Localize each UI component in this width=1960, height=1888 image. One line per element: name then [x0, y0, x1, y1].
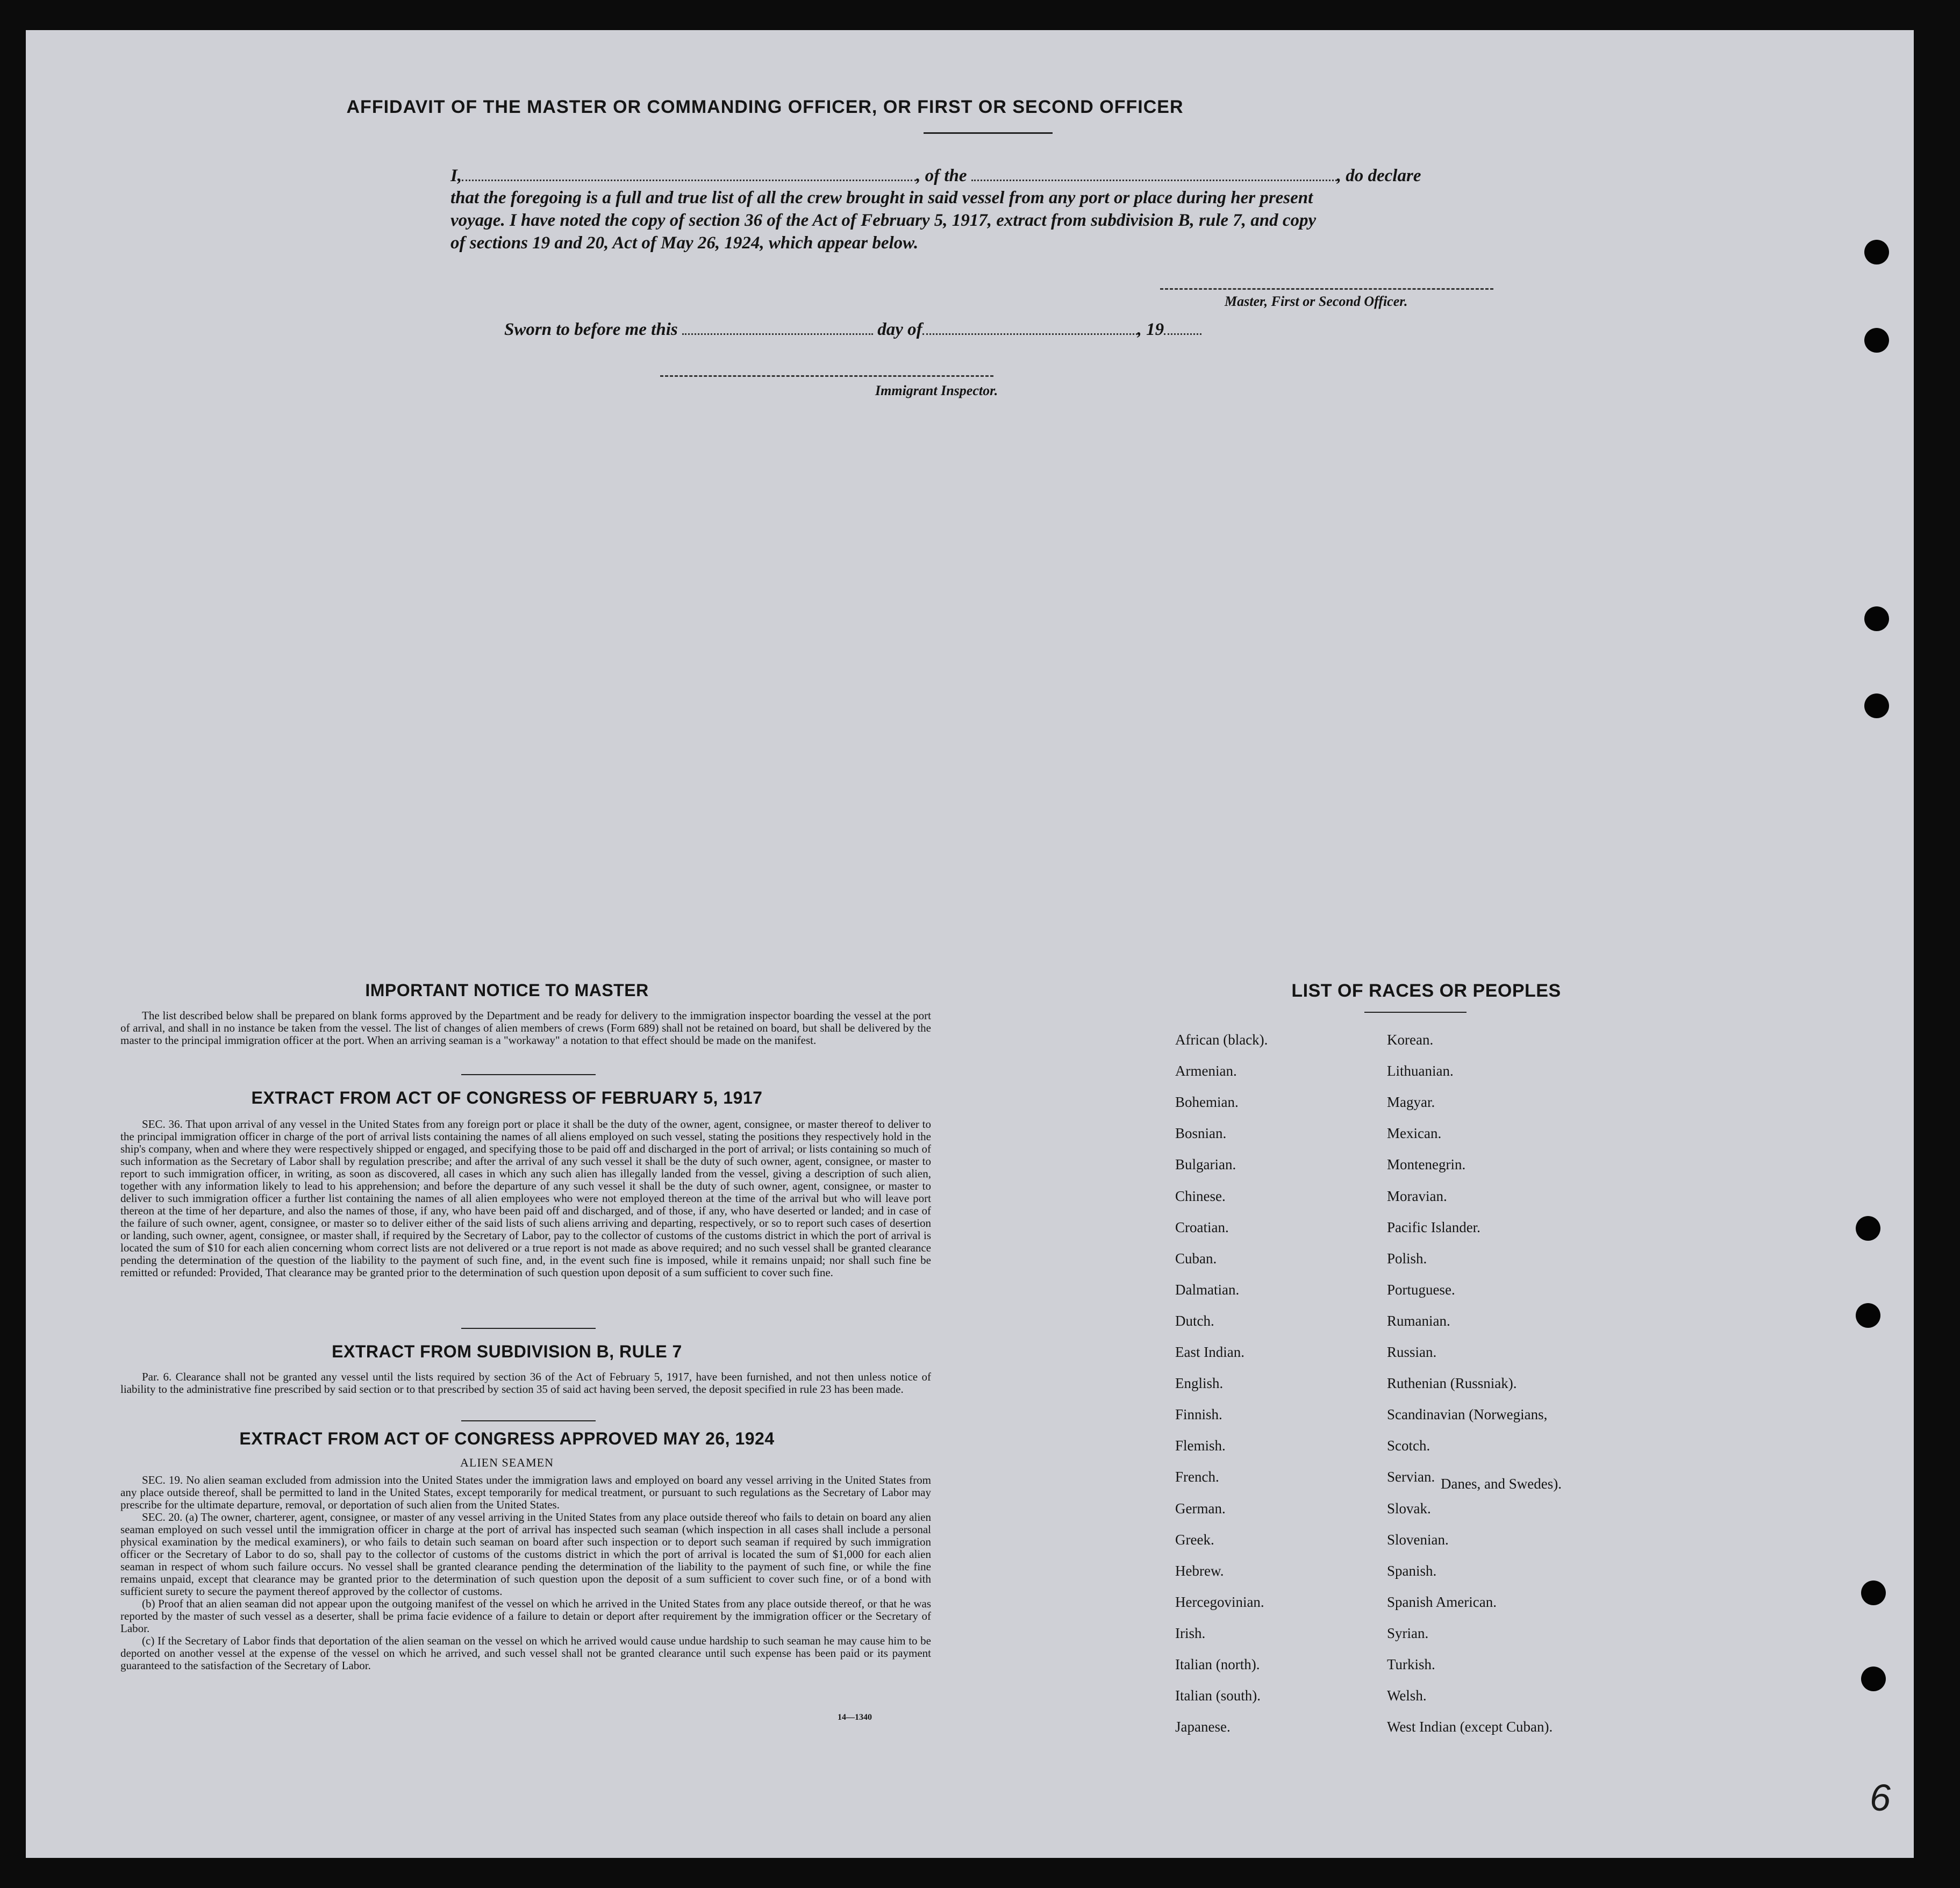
affidavit-line-3: voyage. I have noted the copy of section 36 of the Act of February 5, 1917, extract from subdivision B, rule 7, and copy — [450, 211, 1317, 230]
race-item-left: Japanese. — [1175, 1719, 1231, 1735]
race-item-right: Mexican. — [1387, 1125, 1442, 1141]
race-item-right: Scotch. — [1387, 1438, 1430, 1454]
races-title: LIST OF RACES OR PEOPLES — [1291, 981, 1561, 1001]
inspector-signature-label: Immigrant Inspector. — [875, 383, 998, 398]
race-item-right: Slovak. — [1387, 1500, 1431, 1517]
race-item-right: Slovenian. — [1387, 1532, 1449, 1548]
rule7-text: Par. 6. Clearance shall not be granted any vessel until the lists required by section 36 of the Act of February 5, 1917, have been furnished, and not then unless notice of liability to the administrative fine prescribed by said section or to that prescribed by section 35 of said act having been served, the deposit specified in rule 23 has been made. — [120, 1370, 931, 1396]
sworn-day-blank — [682, 319, 873, 335]
race-item-left: Greek. — [1175, 1532, 1214, 1548]
notice-title: IMPORTANT NOTICE TO MASTER — [365, 981, 649, 1000]
year-blank — [1164, 319, 1201, 335]
vessel-blank — [971, 166, 1337, 181]
day-of-text: day of — [877, 320, 922, 339]
race-item-left: Bulgarian. — [1175, 1156, 1236, 1172]
race-item-right: Korean. — [1387, 1032, 1434, 1048]
race-item-left: Italian (north). — [1175, 1656, 1260, 1672]
race-item-right: Magyar. — [1387, 1094, 1435, 1110]
affidavit-line-4: of sections 19 and 20, Act of May 26, 1924, which appear below. — [450, 233, 919, 253]
binder-hole — [1864, 328, 1889, 353]
affidavit-i-text: I, — [450, 166, 462, 185]
race-item-left: Bohemian. — [1175, 1094, 1239, 1110]
race-item-right: Lithuanian. — [1387, 1063, 1454, 1079]
name-blank — [462, 166, 916, 181]
title-rule — [924, 132, 1053, 134]
race-item-right: Moravian. — [1387, 1188, 1447, 1204]
race-item-left: East Indian. — [1175, 1344, 1244, 1360]
race-item-right: Servian. — [1387, 1469, 1435, 1485]
sec20c-text: (c) If the Secretary of Labor finds that deportation of the alien seaman on the vessel on which he arrived would cause undue hardship to such seaman he may cause him to be deported on another vessel at the expense of the vessel on which he arrived, and such vessel shall not be granted clearance until such expense has been paid or its payment guaranteed to the satisfaction of the Secretary of Labor. — [120, 1634, 931, 1672]
race-item-left: Dalmatian. — [1175, 1282, 1240, 1298]
binder-hole — [1861, 1667, 1886, 1691]
sec19-text: SEC. 19. No alien seaman excluded from admission into the United States under the immigration laws and employed on board any vessel arriving in the United States from any place outside thereof, shall be permitted to land in the United States, except temporarily for medical treatment, or pursuant to such regulations as the Secretary of Labor may prescribe for the ultimate departure, removal, or deportation of such alien from the United States. — [120, 1474, 931, 1511]
race-item-right: Russian. — [1387, 1344, 1437, 1360]
race-item-right: Polish. — [1387, 1250, 1427, 1267]
race-item-right: Welsh. — [1387, 1687, 1427, 1704]
race-item-left: Cuban. — [1175, 1250, 1217, 1267]
race-item-left: Dutch. — [1175, 1313, 1214, 1329]
race-item-left: Chinese. — [1175, 1188, 1226, 1204]
race-item-left: Italian (south). — [1175, 1687, 1261, 1704]
race-item-left: Irish. — [1175, 1625, 1206, 1641]
race-item-right: Scandinavian (Norwegians, — [1387, 1406, 1548, 1422]
race-item-left: Hebrew. — [1175, 1563, 1224, 1579]
sworn-text: Sworn to before me this — [504, 320, 678, 339]
race-item-right: Pacific Islander. — [1387, 1219, 1480, 1235]
section-rule — [461, 1328, 596, 1329]
affidavit-line-2: that the foregoing is a full and true list of all the crew brought in said vessel from any port or place during her present — [450, 188, 1313, 208]
binder-hole — [1856, 1303, 1880, 1328]
year-text: , 19 — [1137, 320, 1164, 339]
affidavit-declare-text: , do declare — [1336, 166, 1421, 185]
race-scandinavian-cont: Danes, and Swedes). — [1441, 1476, 1562, 1492]
race-item-right: Spanish American. — [1387, 1594, 1497, 1610]
section-rule — [461, 1420, 596, 1421]
race-item-right: Montenegrin. — [1387, 1156, 1466, 1172]
race-item-left: English. — [1175, 1375, 1224, 1391]
page-number: 6 — [1870, 1777, 1891, 1819]
month-blank — [922, 319, 1138, 335]
binder-hole — [1861, 1581, 1886, 1605]
race-item-left: Croatian. — [1175, 1219, 1229, 1235]
rule7-title: EXTRACT FROM SUBDIVISION B, RULE 7 — [332, 1342, 682, 1361]
notice-text: The list described below shall be prepared on blank forms approved by the Department and be ready for delivery to the immigration inspector boarding the vessel at the port of arrival, and shall in no instance be taken from the vessel. The list of changes of alien members of crews (Form 689) shall not be retained on board, but shall be delivered by the master to the principal immigration officer at the port. When an arriving seaman is a "workaway" a notation to that effect should be made on the manifest. — [120, 1009, 931, 1047]
race-item-left: German. — [1175, 1500, 1226, 1517]
document-page — [26, 30, 1914, 1858]
extract-1917-text: SEC. 36. That upon arrival of any vessel in the United States from any foreign port or place it shall be the duty of the owner, agent, consignee, or master thereof to deliver to the principal immigration officer in charge of the port of arrival lists containing the names of all aliens employed on such vessel, stating the positions they respectively hold in the ship's company, when and where they were respectively shipped or engaged, and specifying those to be paid off and discharged in the port of arrival; or lists containing so much of such information as the Secretary of Labor shall by regulation prescribe; and after the arrival of any such vessel it shall be the duty of such owner, agent, consignee, or master to report to such immigration officer, in writing, as soon as discovered, all cases in which any such alien has illegally landed from the vessel, giving a description of such alien, together with any information likely to lead to his apprehension; and before the departure of any such vessel it shall be the duty of such owner, agent, consignee, or master to deliver to such immigration officer a further list containing the names of all alien employees who were not employed thereon at the time of the arrival but who will leave port thereon at the time of her departure, and also the names of those, if any, who have been paid off and discharged, and of those, if any, who have deserted or landed; and in case of the failure of such owner, agent, consignee, or master so to deliver either of the said lists of such aliens arriving and departing, respectively, or so to report such cases of desertion or landing, such owner, agent, consignee, or master shall, if required by the Secretary of Labor, pay to the collector of customs of the customs district in which the port of arrival is located the sum of $10 for each alien concerning whom correct lists are not delivered or a true report is not made as above required; and no such vessel shall be granted clearance pending the determination of the question of the liability to the payment of such fine, and, in the event such fine is imposed, while it remains unpaid; nor shall such fine be remitted or refunded: Provided, That clearance may be granted prior to the determination of such question upon deposit of a sum sufficient to cover such fine. — [120, 1118, 931, 1279]
race-item-right: Syrian. — [1387, 1625, 1429, 1641]
race-item-left: African (black). — [1175, 1032, 1268, 1048]
races-title-rule — [1364, 1012, 1467, 1013]
extract-1924-text — [120, 1474, 931, 1672]
sworn-line — [504, 319, 1311, 340]
section-rule — [461, 1074, 596, 1075]
binder-hole — [1864, 606, 1889, 631]
binder-hole — [1864, 693, 1889, 718]
inspector-signature-line — [660, 375, 993, 377]
master-signature-label: Master, First or Second Officer. — [1225, 294, 1408, 309]
race-item-left: Armenian. — [1175, 1063, 1237, 1079]
race-item-right: Rumanian. — [1387, 1313, 1450, 1329]
affidavit-title: AFFIDAVIT OF THE MASTER OR COMMANDING OFFICER, OR FIRST OR SECOND OFFICER — [346, 97, 1184, 117]
race-item-right: Ruthenian (Russniak). — [1387, 1375, 1517, 1391]
master-signature-line — [1160, 288, 1493, 290]
binder-hole — [1864, 240, 1889, 264]
extract-1917-title: EXTRACT FROM ACT OF CONGRESS OF FEBRUARY 5, 1917 — [251, 1088, 763, 1107]
race-item-right: West Indian (except Cuban). — [1387, 1719, 1553, 1735]
alien-seamen-subtitle: ALIEN SEAMEN — [460, 1456, 554, 1469]
affidavit-line-1 — [450, 166, 1520, 186]
race-item-left: Flemish. — [1175, 1438, 1226, 1454]
race-item-left: Hercegovinian. — [1175, 1594, 1264, 1610]
race-item-right: Portuguese. — [1387, 1282, 1455, 1298]
affidavit-of-the-text: , of the — [916, 166, 967, 185]
race-item-left: Bosnian. — [1175, 1125, 1227, 1141]
race-item-right: Turkish. — [1387, 1656, 1435, 1672]
sec20a-text: SEC. 20. (a) The owner, charterer, agent, consignee, or master of any vessel arriving in the United States from any place outside thereof who fails to detain on board any alien seaman employed on such vessel until the immigration officer in charge at the port of arrival has inspected such seaman (which inspection in all cases shall include a personal physical examination by the medical examiners), or who fails to detain such seaman on board after such inspection or to deport such seaman if required by such immigration officer or the Secretary of Labor to do so, shall pay to the collector of customs of the customs district in which the port of arrival is located the sum of $1,000 for each alien seaman in respect of whom such failure occurs. No vessel shall be granted clearance pending the determination of the liability to the payment of such fine, or while the fine remains unpaid, except that clearance may be granted prior to the determination of such question upon the deposit of a sum sufficient to cover such fine, or of a bond with sufficient surety to secure the payment thereof approved by the collector of customs. — [120, 1511, 931, 1598]
sec20b-text: (b) Proof that an alien seaman did not appear upon the outgoing manifest of the vessel on which he arrived in the United States from any place outside thereof, or that he was reported by the master of such vessel as a deserter, shall be prima facie evidence of a failure to detain or deport after requirement by the immigration officer or the Secretary of Labor. — [120, 1597, 931, 1635]
race-item-right: Spanish. — [1387, 1563, 1437, 1579]
race-item-left: Finnish. — [1175, 1406, 1222, 1422]
extract-1924-title: EXTRACT FROM ACT OF CONGRESS APPROVED MAY 26, 1924 — [239, 1429, 775, 1448]
binder-hole — [1856, 1216, 1880, 1241]
race-item-left: French. — [1175, 1469, 1219, 1485]
form-number: 14—1340 — [838, 1713, 872, 1722]
